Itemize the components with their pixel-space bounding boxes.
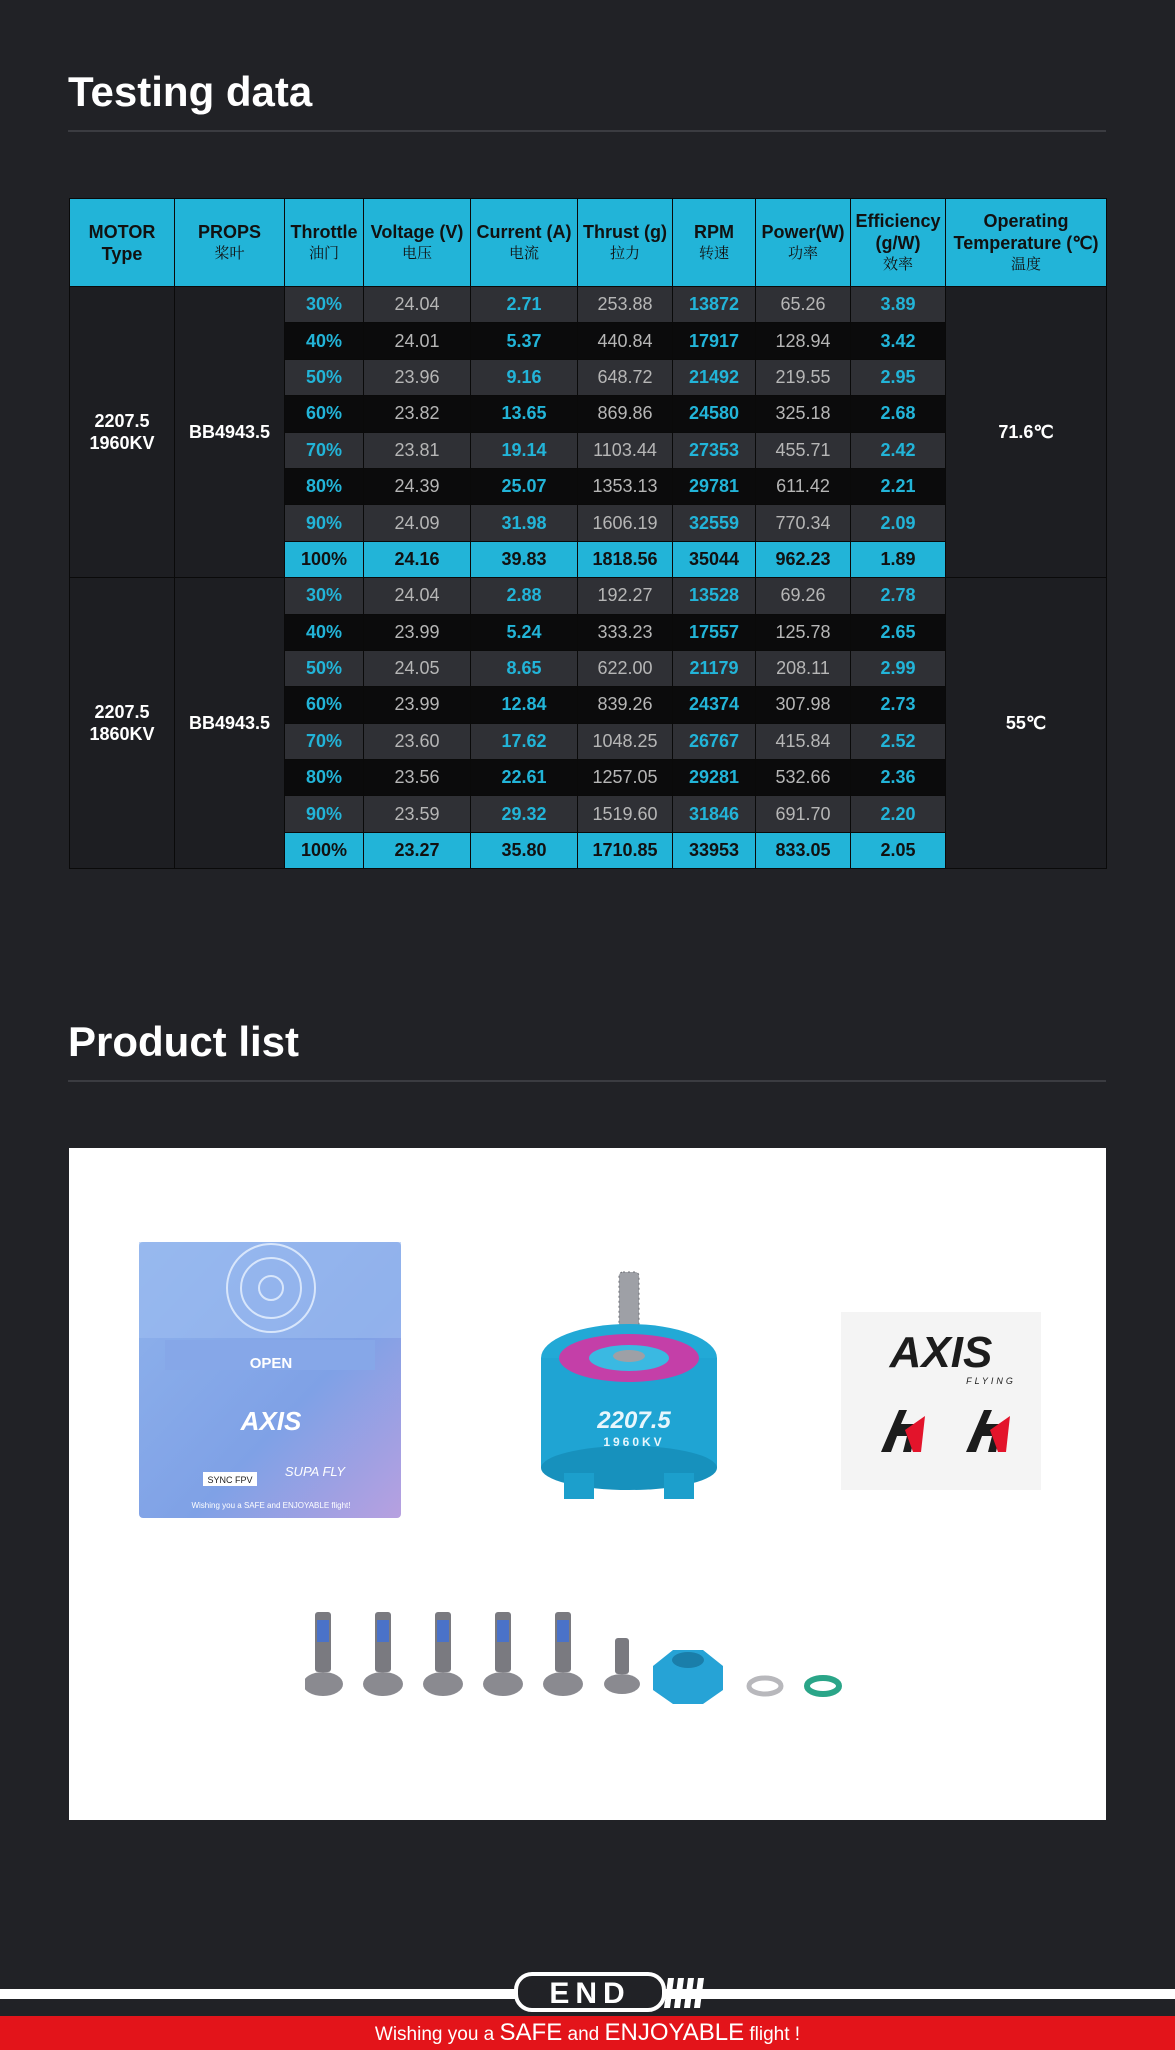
column-header-en: Throttle — [290, 221, 358, 242]
table-cell: 29781 — [673, 468, 756, 504]
table-cell: 24.04 — [364, 578, 471, 614]
column-header — [851, 199, 946, 287]
table-cell: 90% — [285, 796, 364, 832]
table-cell: 691.70 — [756, 796, 851, 832]
table-cell: 12.84 — [471, 687, 578, 723]
table-cell: 13.65 — [471, 396, 578, 432]
motor-model-label: 2207.5 — [597, 1407, 671, 1434]
table-cell: 192.27 — [578, 578, 673, 614]
slogan-part: and — [562, 2024, 605, 2045]
motor-image — [524, 1268, 734, 1518]
table-cell: 2.73 — [851, 687, 946, 723]
table-cell: 69.26 — [756, 578, 851, 614]
table-cell: 2.68 — [851, 396, 946, 432]
motor-type-cell: 2207.5 1960KV — [70, 287, 175, 578]
slogan-safe: SAFE — [499, 2019, 563, 2046]
table-cell: 31.98 — [471, 505, 578, 541]
table-cell: 2.09 — [851, 505, 946, 541]
column-header-cn: 拉力 — [609, 244, 640, 262]
table-row — [70, 287, 1107, 323]
column-header-cn: 转速 — [698, 244, 729, 262]
table-cell: 24.09 — [364, 505, 471, 541]
section-divider — [68, 130, 1106, 132]
table-cell: 622.00 — [578, 650, 673, 686]
table-cell: 19.14 — [471, 432, 578, 468]
column-header — [70, 199, 175, 287]
table-cell: 24.04 — [364, 287, 471, 323]
table-cell: 770.34 — [756, 505, 851, 541]
table-cell: 21179 — [673, 650, 756, 686]
column-header — [756, 199, 851, 287]
table-row — [70, 578, 1107, 614]
column-header-cn: 温度 — [1010, 255, 1041, 273]
table-cell: 39.83 — [471, 541, 578, 577]
table-cell: 2.05 — [851, 832, 946, 868]
table-cell: 50% — [285, 650, 364, 686]
column-header-en: Power(W) — [761, 221, 845, 242]
motor-kv-label: 1960KV — [603, 1435, 665, 1449]
table-cell: 32559 — [673, 505, 756, 541]
table-cell: 5.37 — [471, 323, 578, 359]
product-box-image — [135, 1240, 407, 1522]
column-header-en: PROPS — [197, 221, 262, 242]
table-cell: 31846 — [673, 796, 756, 832]
table-cell: 3.42 — [851, 323, 946, 359]
table-cell: 9.16 — [471, 359, 578, 395]
column-header — [946, 199, 1107, 287]
table-cell: 60% — [285, 396, 364, 432]
sticker-sheet-image — [841, 1312, 1041, 1490]
box-tagline: Wishing you a SAFE and ENJOYABLE flight! — [191, 1501, 351, 1510]
table-cell: 128.94 — [756, 323, 851, 359]
table-cell: 2.65 — [851, 614, 946, 650]
table-cell: 1818.56 — [578, 541, 673, 577]
table-cell: 23.96 — [364, 359, 471, 395]
table-cell: 2.99 — [851, 650, 946, 686]
product-list-title: Product list — [68, 1018, 300, 1065]
column-header — [578, 199, 673, 287]
table-cell: 35.80 — [471, 832, 578, 868]
table-cell: 333.23 — [578, 614, 673, 650]
temperature-cell: 71.6℃ — [946, 287, 1107, 578]
box-brand: AXIS — [240, 1406, 302, 1436]
table-cell: 1353.13 — [578, 468, 673, 504]
table-cell: 1710.85 — [578, 832, 673, 868]
table-cell: 100% — [285, 541, 364, 577]
column-header — [471, 199, 578, 287]
box-logo-sync: SYNC FPV — [207, 1475, 253, 1485]
table-cell: 23.82 — [364, 396, 471, 432]
table-cell: 455.71 — [756, 432, 851, 468]
table-cell: 611.42 — [756, 468, 851, 504]
table-cell: 21492 — [673, 359, 756, 395]
box-open-label: OPEN — [249, 1355, 293, 1372]
table-cell: 1048.25 — [578, 723, 673, 759]
table-cell: 307.98 — [756, 687, 851, 723]
table-cell: 2.78 — [851, 578, 946, 614]
table-cell: 25.07 — [471, 468, 578, 504]
table-cell: 2.42 — [851, 432, 946, 468]
table-cell: 24.16 — [364, 541, 471, 577]
table-cell: 29281 — [673, 760, 756, 796]
motor-type-cell: 2207.5 1860KV — [70, 578, 175, 869]
props-cell: BB4943.5 — [175, 287, 285, 578]
table-cell: 1519.60 — [578, 796, 673, 832]
column-header — [673, 199, 756, 287]
column-header-en: Current (A) — [476, 221, 572, 242]
table-cell: 962.23 — [756, 541, 851, 577]
table-header-row — [70, 199, 1107, 287]
table-cell: 70% — [285, 432, 364, 468]
column-header-cn: 电流 — [508, 244, 539, 262]
column-header-cn: 功率 — [787, 244, 818, 262]
props-cell: BB4943.5 — [175, 578, 285, 869]
table-cell: 24.05 — [364, 650, 471, 686]
column-header — [175, 199, 285, 287]
table-cell: 1257.05 — [578, 760, 673, 796]
table-cell: 3.89 — [851, 287, 946, 323]
column-header-cn: 电压 — [401, 244, 432, 262]
column-header-en: Operating Temperature (℃) — [953, 210, 1099, 253]
table-cell: 2.95 — [851, 359, 946, 395]
table-cell: 30% — [285, 578, 364, 614]
table-cell: 869.86 — [578, 396, 673, 432]
table-cell: 1.89 — [851, 541, 946, 577]
table-cell: 70% — [285, 723, 364, 759]
end-logo — [512, 1972, 712, 2016]
sticker-brand: AXIS — [889, 1328, 993, 1377]
table-cell: 80% — [285, 468, 364, 504]
table-cell: 17917 — [673, 323, 756, 359]
table-cell: 30% — [285, 287, 364, 323]
table-cell: 532.66 — [756, 760, 851, 796]
table-cell: 125.78 — [756, 614, 851, 650]
table-cell: 1103.44 — [578, 432, 673, 468]
accessories-image — [305, 1608, 965, 1708]
table-cell: 2.88 — [471, 578, 578, 614]
table-cell: 415.84 — [756, 723, 851, 759]
table-cell: 90% — [285, 505, 364, 541]
table-cell: 40% — [285, 323, 364, 359]
table-cell: 23.99 — [364, 614, 471, 650]
sticker-sub: FLYING — [966, 1376, 1016, 1386]
table-cell: 1606.19 — [578, 505, 673, 541]
column-header-en: Voltage (V) — [370, 221, 464, 242]
table-cell: 325.18 — [756, 396, 851, 432]
table-cell: 33953 — [673, 832, 756, 868]
table-cell: 80% — [285, 760, 364, 796]
slogan-part: Wishing you a — [374, 2024, 500, 2045]
footer-slogan — [0, 2016, 1175, 2050]
table-cell: 23.59 — [364, 796, 471, 832]
table-cell: 22.61 — [471, 760, 578, 796]
column-header-cn: 桨叶 — [214, 244, 245, 262]
table-cell: 5.24 — [471, 614, 578, 650]
table-cell: 60% — [285, 687, 364, 723]
table-cell: 35044 — [673, 541, 756, 577]
table-cell: 23.27 — [364, 832, 471, 868]
table-cell: 2.36 — [851, 760, 946, 796]
table-cell: 29.32 — [471, 796, 578, 832]
column-header-en: Thrust (g) — [583, 221, 667, 242]
testing-data-table — [69, 198, 1107, 869]
table-cell: 17557 — [673, 614, 756, 650]
table-cell: 253.88 — [578, 287, 673, 323]
end-logo-text: END — [549, 1977, 631, 2010]
table-cell: 440.84 — [578, 323, 673, 359]
column-header — [364, 199, 471, 287]
table-cell: 2.20 — [851, 796, 946, 832]
table-cell: 13528 — [673, 578, 756, 614]
table-cell: 65.26 — [756, 287, 851, 323]
table-cell: 24.39 — [364, 468, 471, 504]
table-cell: 208.11 — [756, 650, 851, 686]
table-cell: 24374 — [673, 687, 756, 723]
testing-data-title: Testing data — [68, 68, 313, 115]
table-cell: 8.65 — [471, 650, 578, 686]
column-header-en: Efficiency (g/W) — [855, 210, 941, 253]
table-cell: 27353 — [673, 432, 756, 468]
table-cell: 648.72 — [578, 359, 673, 395]
box-logo-supa: SUPA FLY — [284, 1464, 346, 1479]
product-list-image — [69, 1148, 1106, 1820]
table-cell: 13872 — [673, 287, 756, 323]
table-cell: 2.52 — [851, 723, 946, 759]
section-divider — [68, 1080, 1106, 1082]
table-cell: 2.71 — [471, 287, 578, 323]
table-cell: 839.26 — [578, 687, 673, 723]
column-header-en: MOTOR Type — [88, 221, 156, 264]
slogan-part: flight ! — [744, 2024, 801, 2045]
table-cell: 100% — [285, 832, 364, 868]
table-cell: 23.99 — [364, 687, 471, 723]
column-header — [285, 199, 364, 287]
table-cell: 2.21 — [851, 468, 946, 504]
temperature-cell: 55℃ — [946, 578, 1107, 869]
column-header-cn: 油门 — [308, 244, 339, 262]
table-cell: 17.62 — [471, 723, 578, 759]
column-header-en: RPM — [694, 221, 734, 242]
table-cell: 40% — [285, 614, 364, 650]
column-header-cn: 效率 — [882, 255, 913, 273]
slogan-enjoyable: ENJOYABLE — [604, 2019, 745, 2046]
table-cell: 23.56 — [364, 760, 471, 796]
table-cell: 23.81 — [364, 432, 471, 468]
table-cell: 219.55 — [756, 359, 851, 395]
table-cell: 26767 — [673, 723, 756, 759]
table-cell: 23.60 — [364, 723, 471, 759]
table-cell: 24.01 — [364, 323, 471, 359]
table-cell: 24580 — [673, 396, 756, 432]
table-cell: 833.05 — [756, 832, 851, 868]
table-cell: 50% — [285, 359, 364, 395]
